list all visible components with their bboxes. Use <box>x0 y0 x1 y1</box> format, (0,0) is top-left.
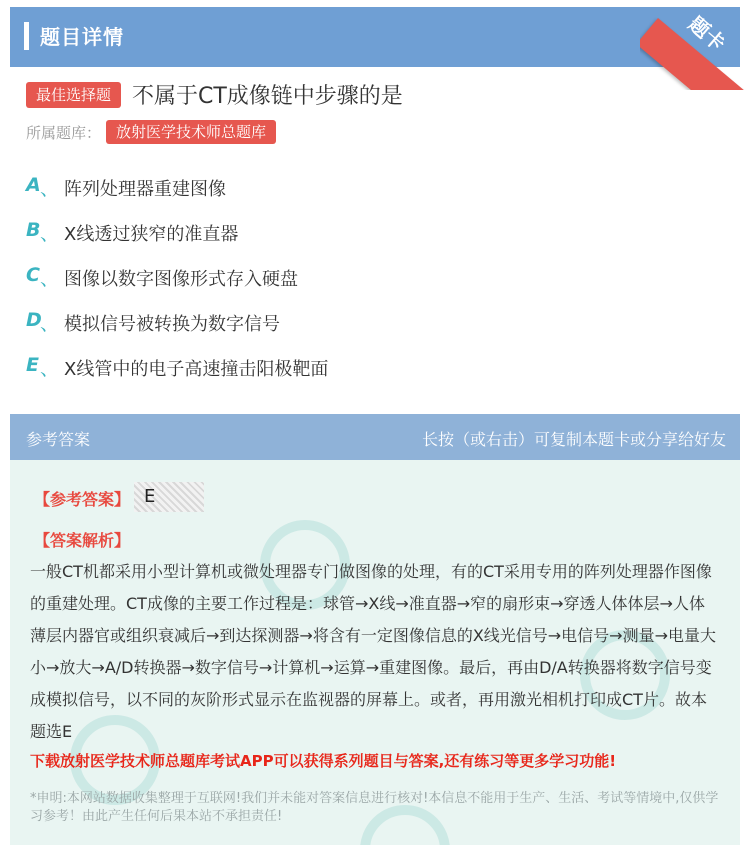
question-bank-link[interactable]: 放射医学技术师总题库 <box>106 120 276 144</box>
reference-answer-value: E <box>134 482 204 512</box>
option-separator: 、 <box>40 358 60 380</box>
page-title: 题目详情 <box>40 25 124 49</box>
reference-answer-label: 【参考答案】 <box>34 490 131 509</box>
option-text: X线管中的电子高速撞击阳极靶面 <box>64 359 329 380</box>
option-text: 模拟信号被转换为数字信号 <box>64 314 280 335</box>
ribbon-label: 题卡 <box>684 11 731 56</box>
option-letter: E <box>26 354 39 376</box>
question-title: 不属于CT成像链中步骤的是 <box>132 84 403 109</box>
option-separator: 、 <box>40 178 60 200</box>
header-accent-bar <box>24 22 29 50</box>
option-letter: A <box>26 174 41 196</box>
disclaimer-text: *申明:本网站数据收集整理于互联网!我们并未能对答案信息进行核对!本信息不能用于生产、生活、考试等情境中,仅供学习参考！由此产生任何后果本站不承担责任! <box>30 791 719 824</box>
page-header <box>10 7 740 67</box>
corner-ribbon <box>640 0 750 90</box>
question-bank-label: 所属题库： <box>26 124 102 142</box>
share-hint: 长按（或右击）可复制本题卡或分享给好友 <box>421 430 726 449</box>
explanation-label: 【答案解析】 <box>34 531 131 550</box>
option-letter: B <box>26 219 41 241</box>
option-separator: 、 <box>40 223 60 245</box>
option-separator: 、 <box>40 313 60 335</box>
option-text: 阵列处理器重建图像 <box>64 179 226 200</box>
question-type-badge: 最佳选择题 <box>26 82 121 108</box>
option-separator: 、 <box>40 268 60 290</box>
explanation-text: 一般CT机都采用小型计算机或微处理器专门做图像的处理，有的CT采用专用的阵列处理器作图像的重建处理。CT成像的主要工作过程是：球管→X线→准直器→窄的扇形束→穿透人体体层→人体薄层内器官或组织衰减后→到达探测器→将含有一定图像信息的X线光信号→电信号→测量→电量大小→放大→A/D转换器→数字信号→计算机→运算→重建图像。最后，再由D/A转换器将数字信号变成模拟信号，以不同的灰阶形式显示在监视器的屏幕上。或者，再用激光相机打印成CT片。故本题选E <box>30 562 716 741</box>
app-download-link[interactable]: 下载放射医学技术师总题库考试APP可以获得系列题目与答案,还有练习等更多学习功能! <box>30 752 617 770</box>
option-letter: D <box>26 309 42 331</box>
option-text: 图像以数字图像形式存入硬盘 <box>64 269 298 290</box>
option-letter: C <box>26 264 40 286</box>
option-text: X线透过狭窄的准直器 <box>64 224 239 245</box>
answer-panel-title: 参考答案 <box>26 430 91 449</box>
answer-panel-header <box>10 414 740 460</box>
answer-panel-body <box>10 460 740 845</box>
